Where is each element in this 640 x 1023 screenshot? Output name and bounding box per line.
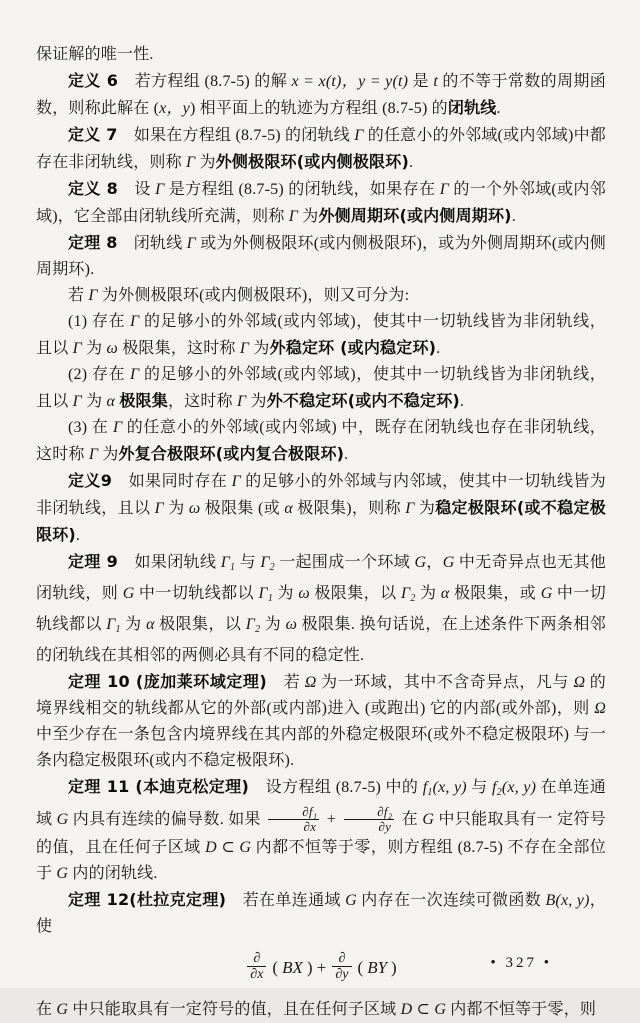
text-run: ) 相平面上的轨迹为方程组 (8.7-5) 的: [189, 100, 448, 117]
text-run: 1: [115, 624, 121, 635]
math-variable: Γ: [112, 419, 123, 436]
text-run: 为: [195, 154, 216, 171]
math-variable: Γ: [130, 366, 140, 383]
math-variable: G: [56, 1001, 69, 1019]
text-run: 2: [410, 593, 416, 604]
definition-8: [36, 176, 606, 230]
math-variable: Γ: [220, 554, 231, 571]
text-run: 的境界线相交的轨线都从它的外部(或内部)进入 (或跑出) 它的内部(或外部)，则: [36, 674, 606, 717]
emphasized-term: 外稳定环 (或内稳定环): [269, 338, 437, 357]
text-run: 内具有连续的偏导数. 如果: [68, 811, 266, 829]
math-variable: D ⊂ G: [400, 1001, 447, 1019]
text-run: 与: [235, 554, 261, 571]
inline-fraction: $\frac{\text{∂f₁}}{\partial x}$: [267, 805, 320, 834]
math-variable: Γ: [186, 154, 196, 171]
text-run: 为: [273, 585, 299, 602]
emphasized-term: 外不稳定环(或内不稳定环): [266, 391, 460, 410]
text-run: .: [436, 340, 441, 357]
emphasized-term: 定理 12(杜拉克定理): [68, 890, 227, 910]
text-run: 中一切轨线都以: [36, 585, 607, 633]
math-variable: Γ: [88, 446, 99, 463]
text-run: 闭轨线: [117, 235, 187, 252]
text-run: .: [496, 100, 501, 117]
text-run: 在单连通域: [36, 779, 606, 829]
text-run: 的足够小的外邻域与内邻域，使其中一切轨线皆为非闭轨线，且以: [36, 473, 606, 517]
text-run: ，: [426, 554, 443, 571]
math-variable: Γ: [130, 313, 140, 330]
math-variable: G: [540, 585, 553, 602]
text-run: (3) 在: [68, 419, 113, 436]
text-run: 是方程组 (8.7-5) 的闭轨线，如果存在: [164, 181, 440, 198]
math-variable: α: [284, 500, 293, 517]
text-run: 的足够小的外邻域(或内邻域)，使其中一切轨线皆为非闭轨线，且以: [36, 313, 606, 357]
text-run: 的不等于常数的周期函数，则称此解在 (: [36, 73, 606, 117]
text-run: 中只能取具有一 定符号的值，且在任何子区域: [36, 811, 606, 857]
theorem-12-dulac-intro: [36, 887, 606, 940]
text-run: 在: [397, 811, 423, 829]
text-run: (1) 存在: [68, 313, 130, 330]
text-run: 中只能取具有一定符号的值，且在任何子区域: [68, 1001, 401, 1019]
classification-intro: [36, 283, 606, 309]
definition-9: [36, 468, 606, 549]
theorem-10-poincare-annulus: [36, 669, 606, 774]
page-body: [36, 42, 606, 1023]
emphasized-term: 稳定极限环(或不稳定极限环): [36, 498, 606, 544]
math-variable: Γ: [155, 181, 165, 198]
text-run: ) +: [306, 957, 327, 977]
text-run: 若: [266, 674, 305, 691]
text-run: 极限集，以: [154, 616, 246, 633]
math-variable: Γ: [236, 393, 247, 410]
text-run: (: [357, 957, 364, 977]
inline-fraction: $\frac{\text{∂f₂}}{\partial y}$: [342, 805, 395, 834]
text-run: 设: [117, 181, 156, 198]
math-variable: ω: [285, 616, 298, 633]
text-run: 内都不恒等于零，则方程组 (8.7-5) 不存在全部位于: [36, 839, 607, 883]
theorem-8: [36, 230, 606, 283]
text-run: 为外侧极限环(或内侧极限环)，则又可分为:: [97, 287, 410, 304]
math-variable: G: [56, 865, 69, 883]
text-run: +: [322, 811, 341, 829]
math-variable: α: [146, 616, 155, 633]
text-run: 2: [255, 624, 261, 635]
text-run: 为: [98, 446, 119, 463]
definition-7: [36, 122, 606, 176]
text-run: 极限集，或: [449, 585, 541, 602]
math-variable: Γ: [245, 616, 256, 633]
text-run: .: [511, 208, 516, 225]
text-run: 极限集)，则称: [292, 500, 406, 517]
theorem-9: [36, 549, 606, 669]
emphasized-term: 外复合极限环(或内复合极限环): [118, 444, 345, 463]
emphasized-term: 定理 8: [68, 233, 118, 252]
math-variable: (x, y): [501, 779, 537, 796]
text-run: (: [272, 957, 279, 977]
text-run: 1: [427, 787, 433, 798]
paragraph-continuation: [36, 42, 606, 68]
text-run: 2: [496, 787, 502, 798]
case-3: [36, 415, 606, 468]
math-variable: x = x(t)，y = y(t): [291, 73, 409, 90]
math-variable: (x, y): [555, 892, 590, 910]
math-variable: Ω: [304, 674, 317, 691]
text-run: .: [408, 154, 414, 171]
text-run: 为: [81, 340, 107, 357]
text-run: 若在单连通域: [226, 892, 346, 910]
text-run: 的任意小的外邻域(或内邻域)中都存在非闭轨线，则称: [36, 127, 606, 171]
emphasized-term: 闭轨线: [447, 98, 497, 117]
emphasized-term: 定理 10 (庞加莱环域定理): [68, 672, 267, 691]
text-run: 的足够小的外邻域(或内邻域)，使其中一切轨线皆为非闭轨线，且以: [36, 366, 606, 410]
math-variable: G: [422, 811, 435, 829]
math-variable: Γ: [106, 616, 116, 633]
text-run: 为: [260, 616, 286, 633]
math-variable: Γ: [231, 473, 241, 490]
text-run: 内的闭轨线.: [68, 865, 158, 883]
math-variable: Γ: [405, 500, 415, 517]
math-variable: Γ: [258, 585, 268, 602]
math-variable: G: [414, 554, 427, 571]
math-variable: t: [433, 73, 438, 90]
text-run: 为: [414, 500, 436, 517]
text-run: 极限集，这时称: [118, 340, 240, 357]
text-run: 如果闭轨线: [118, 554, 221, 571]
math-variable: Γ: [260, 554, 270, 571]
text-run: (2) 存在: [68, 366, 130, 383]
text-run: 若方程组 (8.7-5) 的解: [118, 73, 292, 90]
text-run: 为: [163, 500, 189, 517]
text-run: 1: [267, 593, 274, 604]
inline-fraction: $\frac{\partial}{\partial x}$: [247, 951, 266, 982]
page-number: • 327 •: [490, 955, 552, 971]
math-variable: Γ: [186, 235, 196, 252]
emphasized-term: 外侧极限环(或内侧极限环): [215, 152, 409, 171]
math-variable: ω: [298, 585, 310, 602]
text-run: 中一切轨线都以: [134, 585, 259, 602]
text-run: .: [459, 393, 465, 410]
text-run: 1: [230, 562, 236, 573]
math-variable: BX: [282, 957, 303, 977]
text-run: ): [391, 957, 397, 977]
math-variable: G: [345, 892, 357, 910]
emphasized-term: 定义 6: [68, 71, 119, 90]
math-variable: ω: [106, 340, 119, 357]
math-variable: f: [422, 779, 428, 796]
text-run: 为: [120, 616, 147, 633]
emphasized-term: 定义 7: [68, 125, 118, 144]
emphasized-term: 定理 11 (本迪克松定理): [68, 777, 250, 796]
text-run: 内都不恒等于零，则: [446, 1001, 597, 1019]
math-variable: α: [440, 585, 450, 602]
math-variable: Γ: [154, 500, 164, 517]
theorem-12-conclusion: [36, 997, 606, 1023]
text-run: 为: [298, 208, 319, 225]
math-variable: Ω: [573, 674, 586, 691]
text-run: 极限集. 换句话说，在上述条件下两条相邻的闭轨线在其相邻的两侧必具有不同的稳定性.: [36, 616, 606, 664]
text-run: 的任意小的外邻域(或内邻域) 中，既存在闭轨线也存在非闭轨线，这时称: [36, 419, 607, 463]
text-run: 中至少存在一条包含内境界线在其内部的外稳定极限环(或外不稳定极限环) 与一条内稳定极限环(或内不稳定极限环).: [36, 726, 606, 769]
text-run: 2: [269, 562, 275, 573]
text-run: 的一个外邻域(或内邻域)，它全部由闭轨线所充满，则称: [36, 181, 606, 225]
math-variable: Ω: [594, 700, 606, 717]
emphasized-term: 极限集: [119, 391, 168, 410]
text-run: 设方程组 (8.7-5) 中的: [249, 779, 423, 796]
text-run: ，这时称: [167, 393, 237, 410]
math-variable: BY: [367, 957, 388, 977]
math-variable: G: [442, 554, 455, 571]
text-run: 中无奇异点也无其他闭轨线，则: [36, 554, 606, 602]
text-run: 是: [408, 73, 434, 90]
inline-fraction: $\frac{\partial}{\partial y}$: [332, 951, 351, 982]
math-variable: Γ: [239, 340, 250, 357]
definition-6: [36, 68, 606, 122]
math-variable: Γ: [354, 127, 364, 144]
text-run: 为: [415, 585, 441, 602]
math-variable: G: [122, 585, 135, 602]
text-run: 极限集 (或: [200, 500, 285, 517]
text-run: 如果在方程组 (8.7-5) 的闭轨线: [117, 127, 355, 144]
math-variable: Γ: [439, 181, 449, 198]
case-2: [36, 362, 606, 415]
math-variable: Γ: [72, 393, 82, 410]
math-variable: D ⊂ G: [205, 839, 252, 857]
text-run: 一起围成一个环域: [274, 554, 415, 571]
emphasized-term: 定义9: [68, 471, 113, 490]
text-run: 为一环域，其中不含奇异点，凡与: [316, 674, 574, 691]
text-run: ，使: [36, 892, 606, 936]
text-run: 为: [81, 393, 107, 410]
math-variable: ω: [188, 500, 201, 517]
math-variable: x，y: [159, 100, 190, 117]
text-run: 极限集，以: [309, 585, 402, 602]
text-run: 为: [249, 340, 270, 357]
text-run: 如果同时存在: [112, 473, 232, 490]
text-run: 或为外侧极限环(或内侧极限环)，或为外侧周期环(或内侧周期环).: [36, 235, 606, 278]
text-run: .: [344, 446, 349, 463]
theorem-11-bendixson: [36, 774, 606, 887]
math-variable: B: [545, 892, 556, 910]
text-run: 与: [466, 779, 493, 796]
text-run: 为: [246, 393, 267, 410]
text-run: 保证解的唯一性.: [36, 46, 154, 63]
emphasized-term: 定义 8: [68, 179, 118, 198]
math-variable: Γ: [88, 287, 98, 304]
math-variable: Γ: [72, 340, 82, 357]
math-variable: Γ: [288, 208, 299, 225]
emphasized-term: 外侧周期环(或内侧周期环): [318, 206, 512, 225]
math-variable: α: [106, 393, 116, 410]
emphasized-term: 定理 9: [68, 552, 118, 571]
text-run: 内存在一次连续可微函数: [356, 892, 546, 910]
math-variable: (x, y): [432, 779, 467, 796]
text-run: 若: [68, 287, 89, 304]
math-variable: Γ: [401, 585, 411, 602]
math-variable: G: [56, 811, 69, 829]
case-1: [36, 309, 606, 362]
text-run: 在: [36, 1001, 57, 1019]
text-run: .: [75, 527, 81, 544]
math-variable: f: [492, 779, 497, 796]
